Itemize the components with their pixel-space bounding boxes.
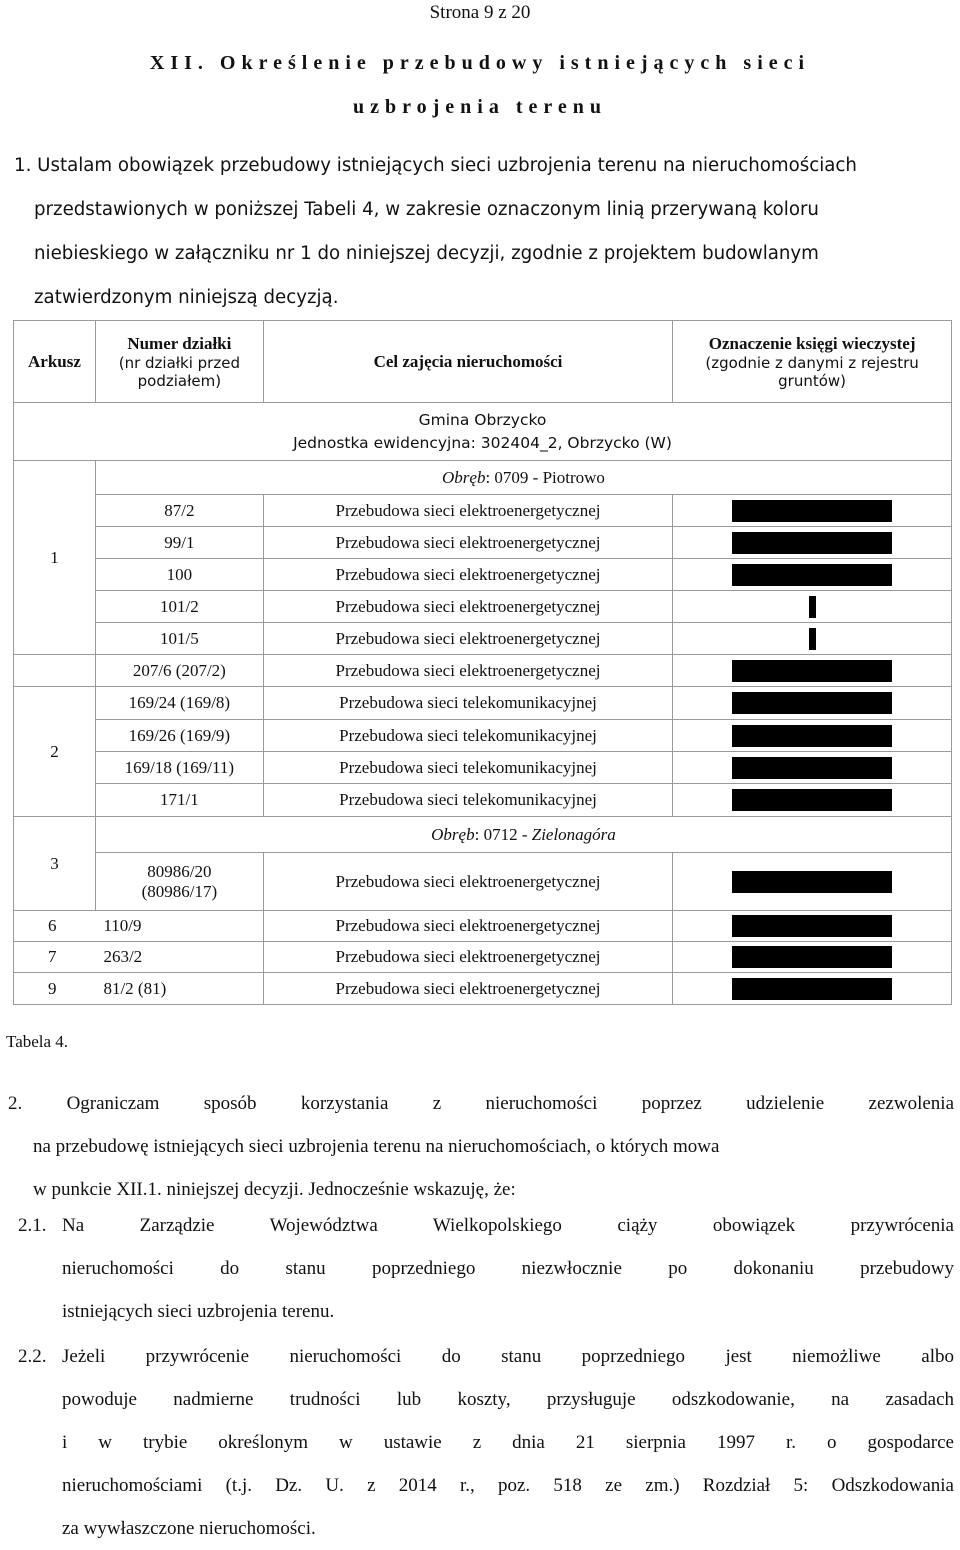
- subpoint-line: Jeżeli przywrócenie nieruchomości do stanu poprzedniego jest niemożliwe albo: [62, 1346, 954, 1367]
- obreb-label: Obręb: [442, 467, 486, 487]
- dzialka-cell: 207/6 (207/2): [95, 655, 263, 687]
- obreb-label: Obręb: [431, 824, 475, 844]
- header-ksiega: [673, 321, 952, 403]
- kw-cell: [673, 591, 952, 623]
- dzialka-previous: (80986/17): [141, 881, 218, 901]
- header-numer: [95, 321, 263, 403]
- table-row: [14, 720, 952, 752]
- gmina-name: Gmina Obrzycko: [418, 410, 547, 429]
- obreb-value: : 0712 -: [474, 824, 532, 844]
- table-row: [14, 911, 952, 942]
- kw-cell: [673, 911, 952, 942]
- header-ksiega-title: Oznaczenie księgi wieczystej: [708, 333, 916, 353]
- dzialka-cell: 171/1: [95, 784, 263, 817]
- cel-cell: Przebudowa sieci elektroenergetycznej: [263, 591, 672, 623]
- subpoint-line: i w trybie określonym w ustawie z dnia 21 sierpnia 1997 r. o gospodarce: [62, 1432, 954, 1453]
- redaction-block: [732, 564, 892, 586]
- subpoint-line: istniejących sieci uzbrojenia terenu.: [62, 1301, 335, 1322]
- redaction-block: [732, 725, 892, 747]
- dzialka-number: 80986/20: [147, 861, 212, 881]
- table-row: [14, 973, 952, 1005]
- paragraph-line: niebieskiego w załączniku nr 1 do niniejszej decyzji, zgodnie z projektem budowlanym: [34, 243, 819, 264]
- table-row: [14, 853, 952, 911]
- dzialka-cell: 87/2: [95, 495, 263, 527]
- redaction-block: [809, 596, 816, 618]
- dzialka-cell: 100: [95, 559, 263, 591]
- cel-cell: Przebudowa sieci elektroenergetycznej: [263, 853, 672, 911]
- kw-cell: [673, 495, 952, 527]
- redaction-block: [732, 789, 892, 811]
- cel-cell: Przebudowa sieci elektroenergetycznej: [263, 911, 672, 942]
- cel-cell: Przebudowa sieci elektroenergetycznej: [263, 527, 672, 559]
- cel-cell: Przebudowa sieci elektroenergetycznej: [263, 973, 672, 1005]
- table-row: [14, 495, 952, 527]
- paragraph-number: 1.: [14, 155, 32, 176]
- table-caption: Tabela 4.: [6, 1032, 69, 1051]
- redaction-block: [732, 532, 892, 554]
- arkusz-cell: 3: [14, 817, 96, 911]
- dzialka-cell: 101/5: [95, 623, 263, 655]
- cel-cell: Przebudowa sieci elektroenergetycznej: [263, 942, 672, 973]
- paragraph-1: [14, 144, 954, 320]
- cel-cell: Przebudowa sieci telekomunikacyjnej: [263, 687, 672, 720]
- subpoint-2-2: [18, 1335, 954, 1550]
- header-cel: Cel zajęcia nieruchomości: [263, 321, 672, 403]
- kw-cell: [673, 853, 952, 911]
- subpoint-line: Na Zarządzie Województwa Wielkopolskiego ciąży obowiązek przywrócenia: [62, 1215, 954, 1236]
- redaction-block: [732, 978, 892, 1000]
- redaction-block: [732, 660, 892, 682]
- paragraph-line: [8, 1082, 954, 1125]
- obreb-name: Zielonagóra: [531, 824, 616, 844]
- dzialka-cell: 81/2 (81): [95, 973, 263, 1005]
- section-heading: XII. Określenie przebudowy istniejących sieci: [149, 52, 811, 74]
- section-heading-continued: uzbrojenia terenu: [352, 96, 608, 118]
- obreb-heading: [95, 817, 951, 853]
- dzialka-cell: 169/18 (169/11): [95, 752, 263, 784]
- paragraph-line: Ustalam obowiązek przebudowy istniejących sieci uzbrojenia terenu na nieruchomościach: [37, 155, 857, 176]
- paragraph-line: przedstawionych w poniższej Tabeli 4, w zakresie oznaczonym linią przerywaną koloru: [34, 199, 819, 220]
- kw-cell: [673, 973, 952, 1005]
- redaction-block: [732, 946, 892, 968]
- paragraph-number: 2.: [8, 1093, 23, 1114]
- obreb-row: [14, 461, 952, 495]
- plots-table: [13, 320, 952, 1005]
- paragraph-line: na przebudowę istniejących sieci uzbrojenia terenu na nieruchomościach, o których mowa: [33, 1136, 720, 1157]
- table-row: [14, 942, 952, 973]
- kw-cell: [673, 559, 952, 591]
- header-numer-sub: (nr działki przed podziałem): [118, 353, 240, 390]
- subpoint-2-1: [18, 1204, 954, 1333]
- header-ksiega-sub: (zgodnie z danymi z rejestru gruntów): [705, 353, 919, 390]
- table-row: [14, 687, 952, 720]
- table-row: [14, 655, 952, 687]
- cel-cell: Przebudowa sieci telekomunikacyjnej: [263, 720, 672, 752]
- jednostka-ewidencyjna: Jednostka ewidencyjna: 302404_2, Obrzycko (W): [293, 433, 672, 452]
- dzialka-cell: [95, 853, 263, 911]
- dzialka-cell: 101/2: [95, 591, 263, 623]
- table-row: [14, 591, 952, 623]
- dzialka-cell: 99/1: [95, 527, 263, 559]
- kw-cell: [673, 720, 952, 752]
- dzialka-cell: 169/24 (169/8): [95, 687, 263, 720]
- table-row: [14, 752, 952, 784]
- arkusz-cell: 1: [14, 461, 96, 655]
- header-arkusz: Arkusz: [14, 321, 96, 403]
- cel-cell: Przebudowa sieci elektroenergetycznej: [263, 623, 672, 655]
- paragraph-line: zatwierdzonym niniejszą decyzją.: [34, 287, 339, 308]
- table-row: [14, 559, 952, 591]
- subpoint-line: powoduje nadmierne trudności lub koszty, przysługuje odszkodowanie, na zasadach: [62, 1389, 954, 1410]
- redaction-block: [732, 757, 892, 779]
- subpoint-number: 2.2.: [18, 1346, 47, 1367]
- gmina-row: [14, 403, 952, 461]
- paragraph-line-text: Ograniczam sposób korzystania z nieruchomości poprzez udzielenie zezwolenia: [66, 1093, 954, 1114]
- table-row: [14, 623, 952, 655]
- redaction-block: [732, 915, 892, 937]
- arkusz-cell: 2: [14, 687, 96, 817]
- subpoint-line: nieruchomościami (t.j. Dz. U. z 2014 r., poz. 518 ze zm.) Rozdział 5: Odszkodowania: [62, 1475, 954, 1496]
- redaction-block: [732, 871, 892, 893]
- kw-cell: [673, 655, 952, 687]
- kw-cell: [673, 784, 952, 817]
- paragraph-line: w punkcie XII.1. niniejszej decyzji. Jednocześnie wskazuję, że:: [33, 1179, 516, 1200]
- cel-cell: Przebudowa sieci elektroenergetycznej: [263, 495, 672, 527]
- redaction-block: [732, 500, 892, 522]
- dzialka-cell: 263/2: [95, 942, 263, 973]
- obreb-row: [14, 817, 952, 853]
- kw-cell: [673, 752, 952, 784]
- cel-cell: Przebudowa sieci elektroenergetycznej: [263, 655, 672, 687]
- table-row: [14, 784, 952, 817]
- kw-cell: [673, 623, 952, 655]
- subpoint-line: nieruchomości do stanu poprzedniego niezwłocznie po dokonaniu przebudowy: [62, 1258, 954, 1279]
- arkusz-cell: 6: [14, 911, 96, 942]
- table-header-row: [14, 321, 952, 403]
- obreb-value: : 0709 - Piotrowo: [485, 467, 605, 487]
- subpoint-number: 2.1.: [18, 1215, 47, 1236]
- kw-cell: [673, 687, 952, 720]
- dzialka-cell: 110/9: [95, 911, 263, 942]
- kw-cell: [673, 527, 952, 559]
- cel-cell: Przebudowa sieci telekomunikacyjnej: [263, 784, 672, 817]
- cel-cell: Przebudowa sieci elektroenergetycznej: [263, 559, 672, 591]
- arkusz-cell: 9: [14, 973, 96, 1005]
- subpoint-line: za wywłaszczone nieruchomości.: [62, 1518, 316, 1539]
- header-numer-title: Numer działki: [127, 333, 232, 353]
- gmina-cell: [14, 403, 952, 461]
- dzialka-cell: 169/26 (169/9): [95, 720, 263, 752]
- paragraph-2: [8, 1082, 954, 1211]
- redaction-block: [732, 692, 892, 714]
- redaction-block: [809, 628, 816, 650]
- arkusz-cell-empty: [14, 655, 96, 687]
- cel-cell: Przebudowa sieci telekomunikacyjnej: [263, 752, 672, 784]
- obreb-heading: [95, 461, 951, 495]
- arkusz-cell: 7: [14, 942, 96, 973]
- page-number: Strona 9 z 20: [429, 2, 531, 23]
- kw-cell: [673, 942, 952, 973]
- table-row: [14, 527, 952, 559]
